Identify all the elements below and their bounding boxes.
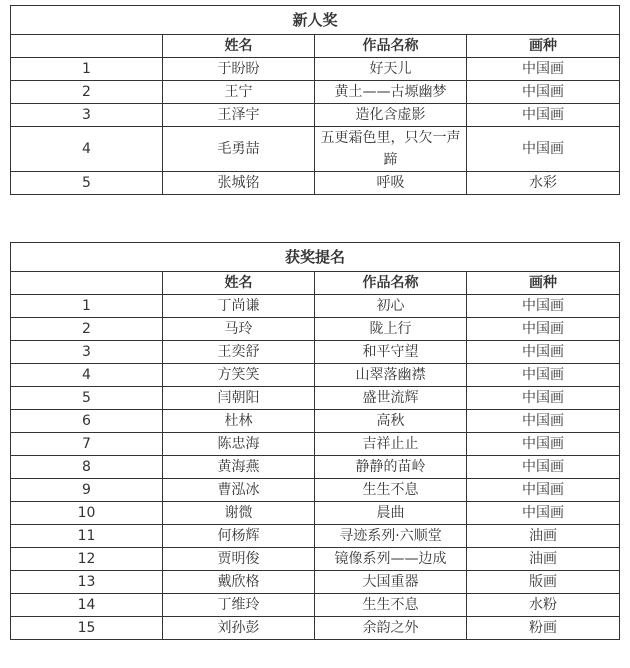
cell-work: 生生不息 — [315, 479, 467, 502]
cell-index: 8 — [11, 456, 163, 479]
cell-index: 13 — [11, 571, 163, 594]
table-row — [11, 58, 620, 81]
col-header-work: 作品名称 — [315, 272, 467, 295]
cell-index: 15 — [11, 617, 163, 640]
cell-name: 贾明俊 — [163, 548, 315, 571]
cell-medium: 油画 — [467, 525, 620, 548]
cell-name: 何杨辉 — [163, 525, 315, 548]
cell-index: 4 — [11, 127, 163, 172]
cell-name: 丁维玲 — [163, 594, 315, 617]
cell-medium: 中国画 — [467, 479, 620, 502]
table-row — [11, 433, 620, 456]
cell-medium: 版画 — [467, 571, 620, 594]
col-header-medium: 画种 — [467, 35, 620, 58]
cell-medium: 中国画 — [467, 364, 620, 387]
cell-work: 晨曲 — [315, 502, 467, 525]
nominations-table — [10, 242, 620, 640]
col-header-index — [11, 35, 163, 58]
cell-medium: 中国画 — [467, 127, 620, 172]
cell-index: 2 — [11, 318, 163, 341]
cell-name: 张城铭 — [163, 172, 315, 195]
table-row — [11, 548, 620, 571]
cell-medium: 中国画 — [467, 295, 620, 318]
cell-work: 黄土——古塬幽梦 — [315, 81, 467, 104]
new-award-title: 新人奖 — [11, 6, 620, 35]
cell-work: 呼吸 — [315, 172, 467, 195]
cell-work: 大国重器 — [315, 571, 467, 594]
cell-work: 吉祥止止 — [315, 433, 467, 456]
cell-name: 刘孙彭 — [163, 617, 315, 640]
cell-index: 6 — [11, 410, 163, 433]
cell-work: 山翠落幽襟 — [315, 364, 467, 387]
cell-work: 生生不息 — [315, 594, 467, 617]
table-header-row — [11, 272, 620, 295]
table-row — [11, 410, 620, 433]
cell-index: 7 — [11, 433, 163, 456]
cell-name: 丁尚谦 — [163, 295, 315, 318]
table-title-row — [11, 243, 620, 272]
table-row — [11, 594, 620, 617]
cell-medium: 中国画 — [467, 502, 620, 525]
table-row — [11, 172, 620, 195]
cell-work: 陇上行 — [315, 318, 467, 341]
cell-name: 曹泓冰 — [163, 479, 315, 502]
table-row — [11, 525, 620, 548]
table-row — [11, 127, 620, 172]
cell-medium: 中国画 — [467, 58, 620, 81]
table-row — [11, 318, 620, 341]
table-row — [11, 617, 620, 640]
cell-name: 马玲 — [163, 318, 315, 341]
table-row — [11, 456, 620, 479]
cell-index: 12 — [11, 548, 163, 571]
cell-medium: 粉画 — [467, 617, 620, 640]
cell-index: 9 — [11, 479, 163, 502]
cell-index: 5 — [11, 387, 163, 410]
cell-work: 寻迹系列·六顺堂 — [315, 525, 467, 548]
table-row — [11, 341, 620, 364]
cell-medium: 中国画 — [467, 456, 620, 479]
nominations-title: 获奖提名 — [11, 243, 620, 272]
cell-index: 2 — [11, 81, 163, 104]
cell-work: 盛世流辉 — [315, 387, 467, 410]
table-row — [11, 295, 620, 318]
cell-name: 王奕舒 — [163, 341, 315, 364]
cell-index: 10 — [11, 502, 163, 525]
cell-work: 造化含虚影 — [315, 104, 467, 127]
cell-medium: 中国画 — [467, 104, 620, 127]
cell-medium: 中国画 — [467, 387, 620, 410]
cell-medium: 中国画 — [467, 433, 620, 456]
table-title-row — [11, 6, 620, 35]
cell-medium: 水粉 — [467, 594, 620, 617]
cell-medium: 中国画 — [467, 318, 620, 341]
cell-name: 戴欣格 — [163, 571, 315, 594]
cell-medium: 水彩 — [467, 172, 620, 195]
cell-index: 4 — [11, 364, 163, 387]
cell-medium: 油画 — [467, 548, 620, 571]
table-row — [11, 502, 620, 525]
table-row — [11, 364, 620, 387]
cell-name: 谢微 — [163, 502, 315, 525]
cell-index: 5 — [11, 172, 163, 195]
cell-work: 好天儿 — [315, 58, 467, 81]
cell-work: 和平守望 — [315, 341, 467, 364]
cell-index: 1 — [11, 295, 163, 318]
cell-name: 方笑笑 — [163, 364, 315, 387]
cell-medium: 中国画 — [467, 410, 620, 433]
cell-work: 高秋 — [315, 410, 467, 433]
cell-name: 闫朝阳 — [163, 387, 315, 410]
cell-name: 于盼盼 — [163, 58, 315, 81]
cell-index: 1 — [11, 58, 163, 81]
cell-work: 五更霜色里，只欠一声蹄 — [315, 127, 467, 172]
col-header-work: 作品名称 — [315, 35, 467, 58]
cell-work: 镜像系列——边成 — [315, 548, 467, 571]
cell-name: 毛勇喆 — [163, 127, 315, 172]
table-header-row — [11, 35, 620, 58]
cell-medium: 中国画 — [467, 81, 620, 104]
cell-work: 初心 — [315, 295, 467, 318]
cell-index: 14 — [11, 594, 163, 617]
cell-name: 王泽宇 — [163, 104, 315, 127]
col-header-name: 姓名 — [163, 272, 315, 295]
cell-work: 余韵之外 — [315, 617, 467, 640]
cell-name: 陈忠海 — [163, 433, 315, 456]
cell-medium: 中国画 — [467, 341, 620, 364]
table-row — [11, 104, 620, 127]
table-row — [11, 387, 620, 410]
col-header-medium: 画种 — [467, 272, 620, 295]
table-row — [11, 571, 620, 594]
cell-name: 黄海燕 — [163, 456, 315, 479]
col-header-name: 姓名 — [163, 35, 315, 58]
cell-name: 杜林 — [163, 410, 315, 433]
cell-index: 11 — [11, 525, 163, 548]
cell-index: 3 — [11, 104, 163, 127]
col-header-index — [11, 272, 163, 295]
new-award-table — [10, 5, 620, 195]
cell-work: 静静的苗岭 — [315, 456, 467, 479]
cell-index: 3 — [11, 341, 163, 364]
cell-name: 王宁 — [163, 81, 315, 104]
table-row — [11, 479, 620, 502]
table-row — [11, 81, 620, 104]
